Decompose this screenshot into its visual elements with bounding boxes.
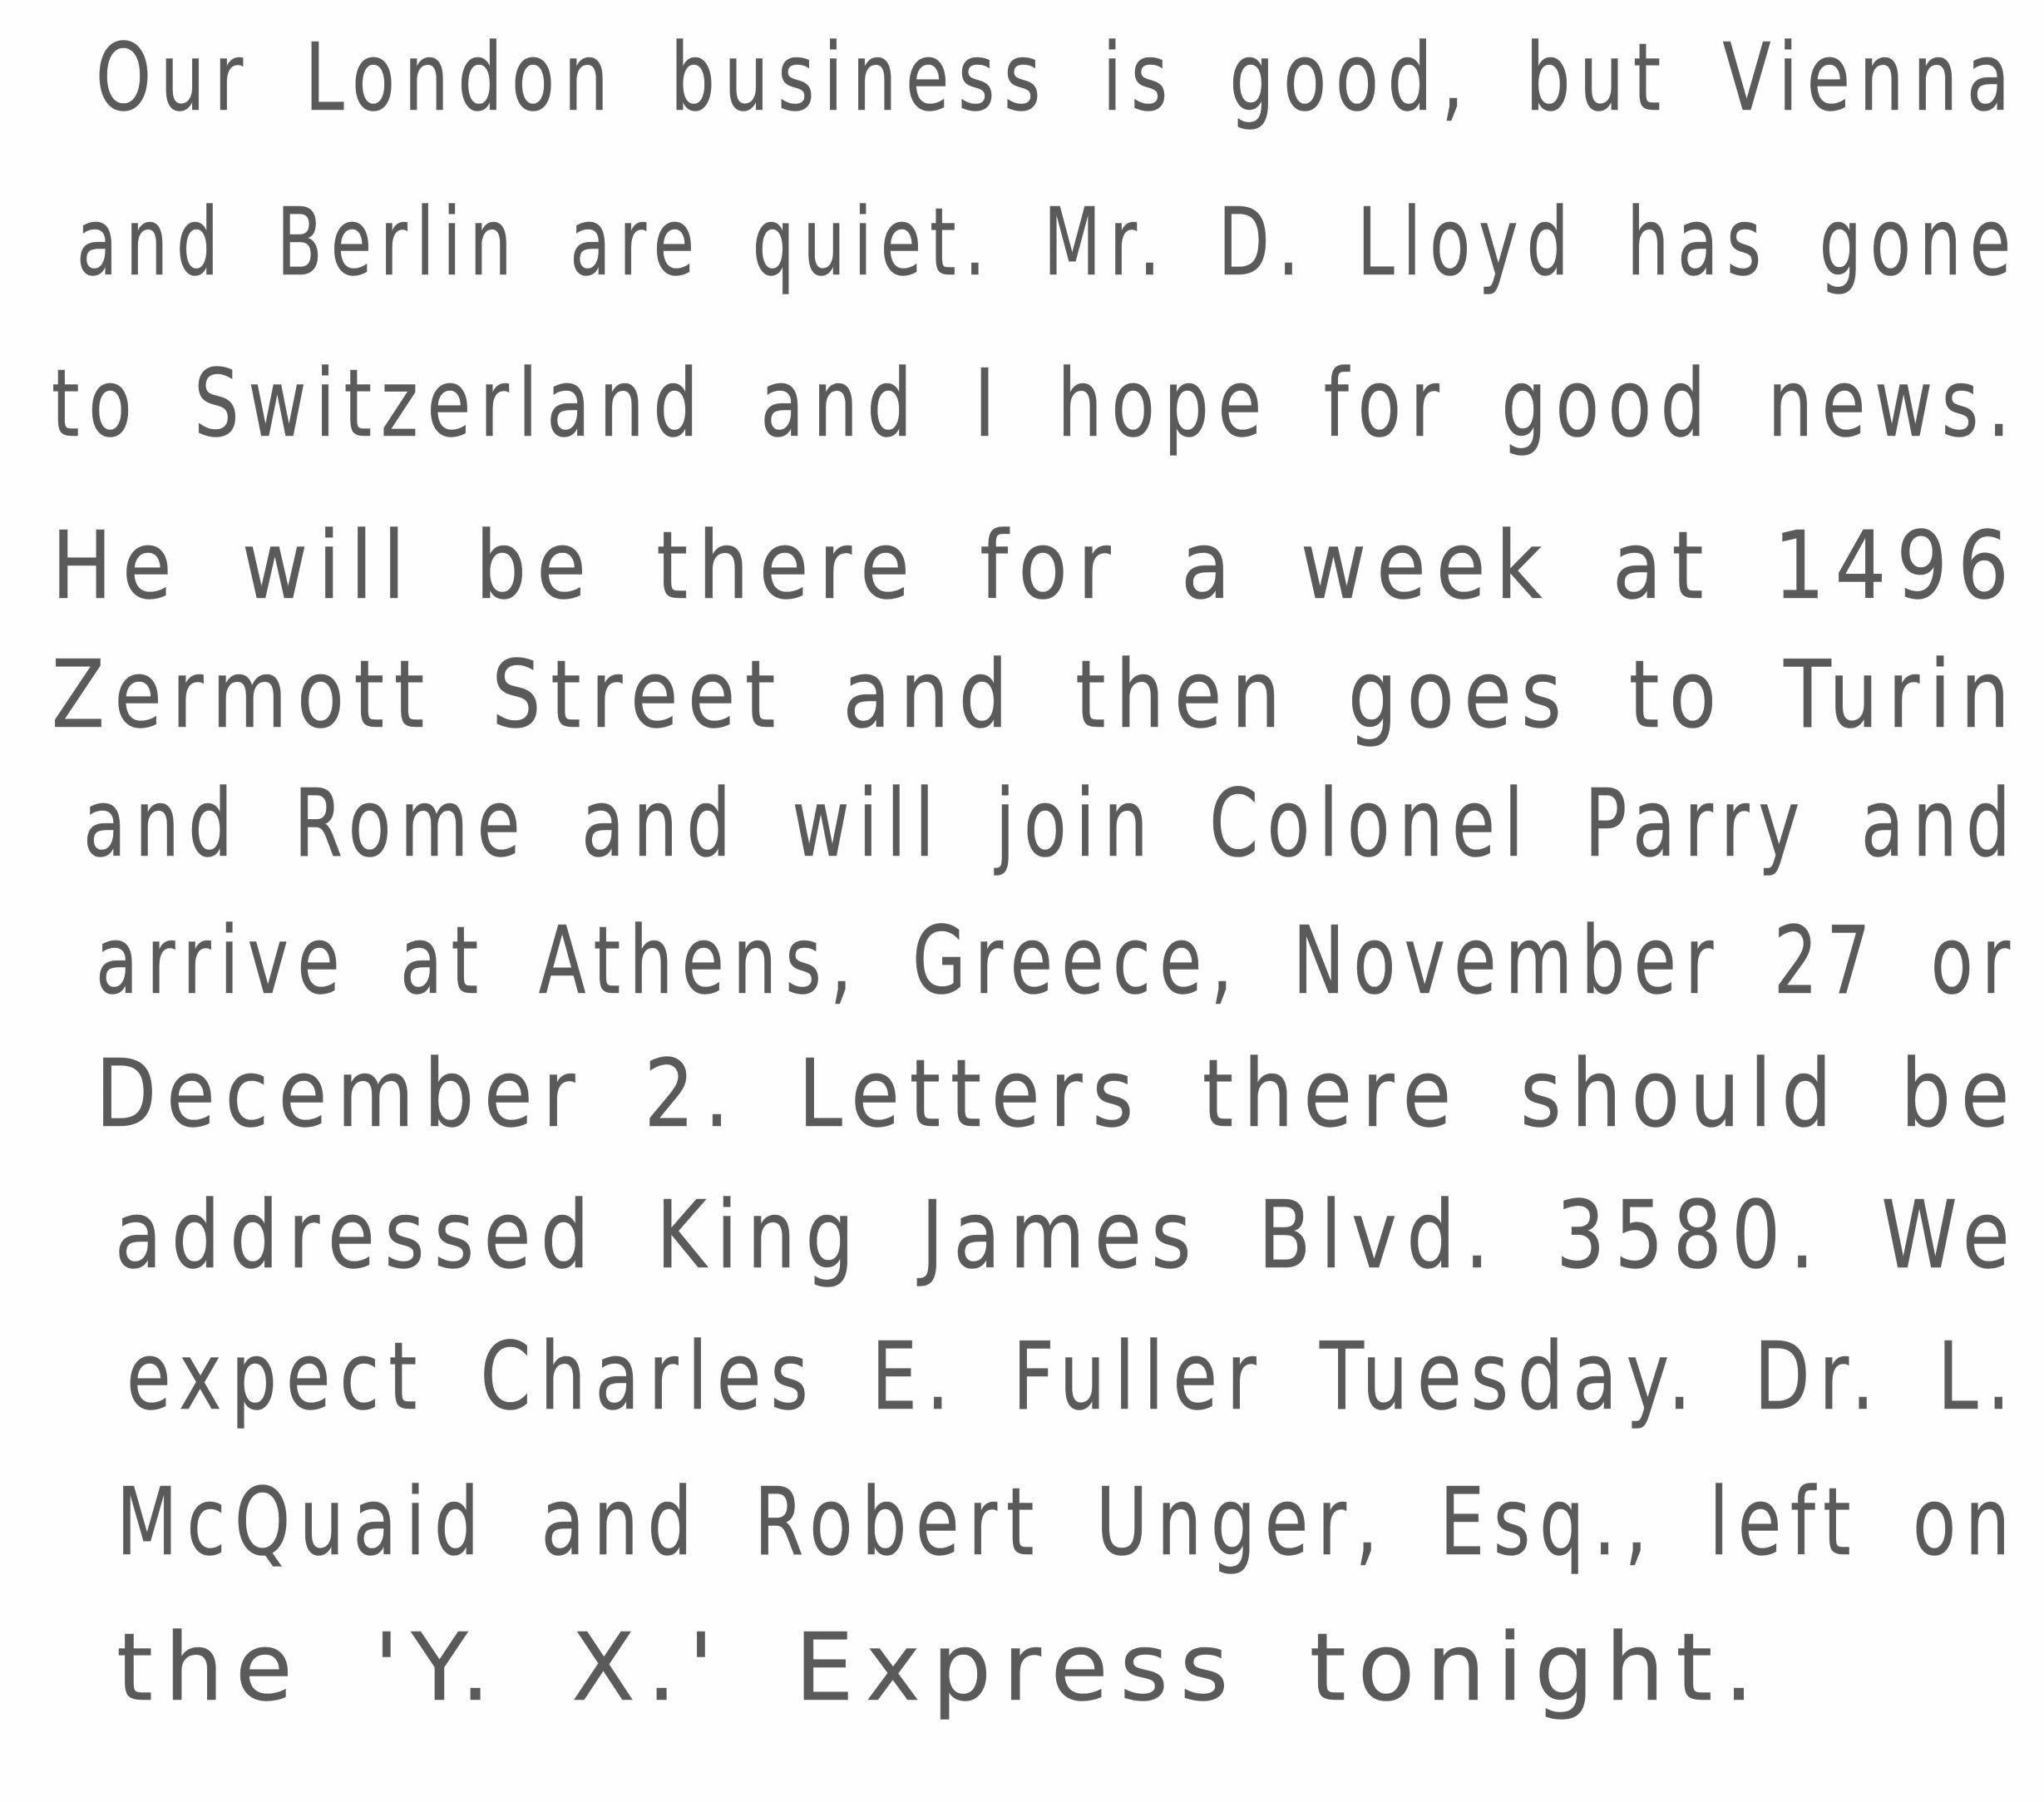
handwritten-line-1: Our London business is good, but Vienna [96,24,2019,132]
handwritten-line-12: the 'Y. X.' Express tonight. [116,1614,1765,1722]
handwritten-line-2: and Berlin are quiet. Mr. D. Lloyd has gone [77,189,2020,297]
handwritten-line-8: December 2. Letters there should be [96,1040,2020,1148]
handwritten-line-10: expect Charles E. Fuller Tuesday. Dr. L. [126,1323,2020,1431]
handwritten-line-6: and Rome and will join Colonel Parry and [83,770,2020,878]
handwritten-line-7: arrive at Athens, Greece, November 27 or [96,907,2019,1015]
handwritten-line-3: to Switzerland and I hope for good news. [52,350,2020,458]
handwritten-line-5: Zermott Street and then goes to Turin [52,641,2020,749]
handwritten-line-11: McQuaid and Robert Unger, Esq., left on [116,1469,2019,1577]
handwritten-line-4: He will be there for a week at 1496 [52,512,2019,620]
handwritten-line-9: addressed King James Blvd. 3580. We [115,1182,2020,1290]
